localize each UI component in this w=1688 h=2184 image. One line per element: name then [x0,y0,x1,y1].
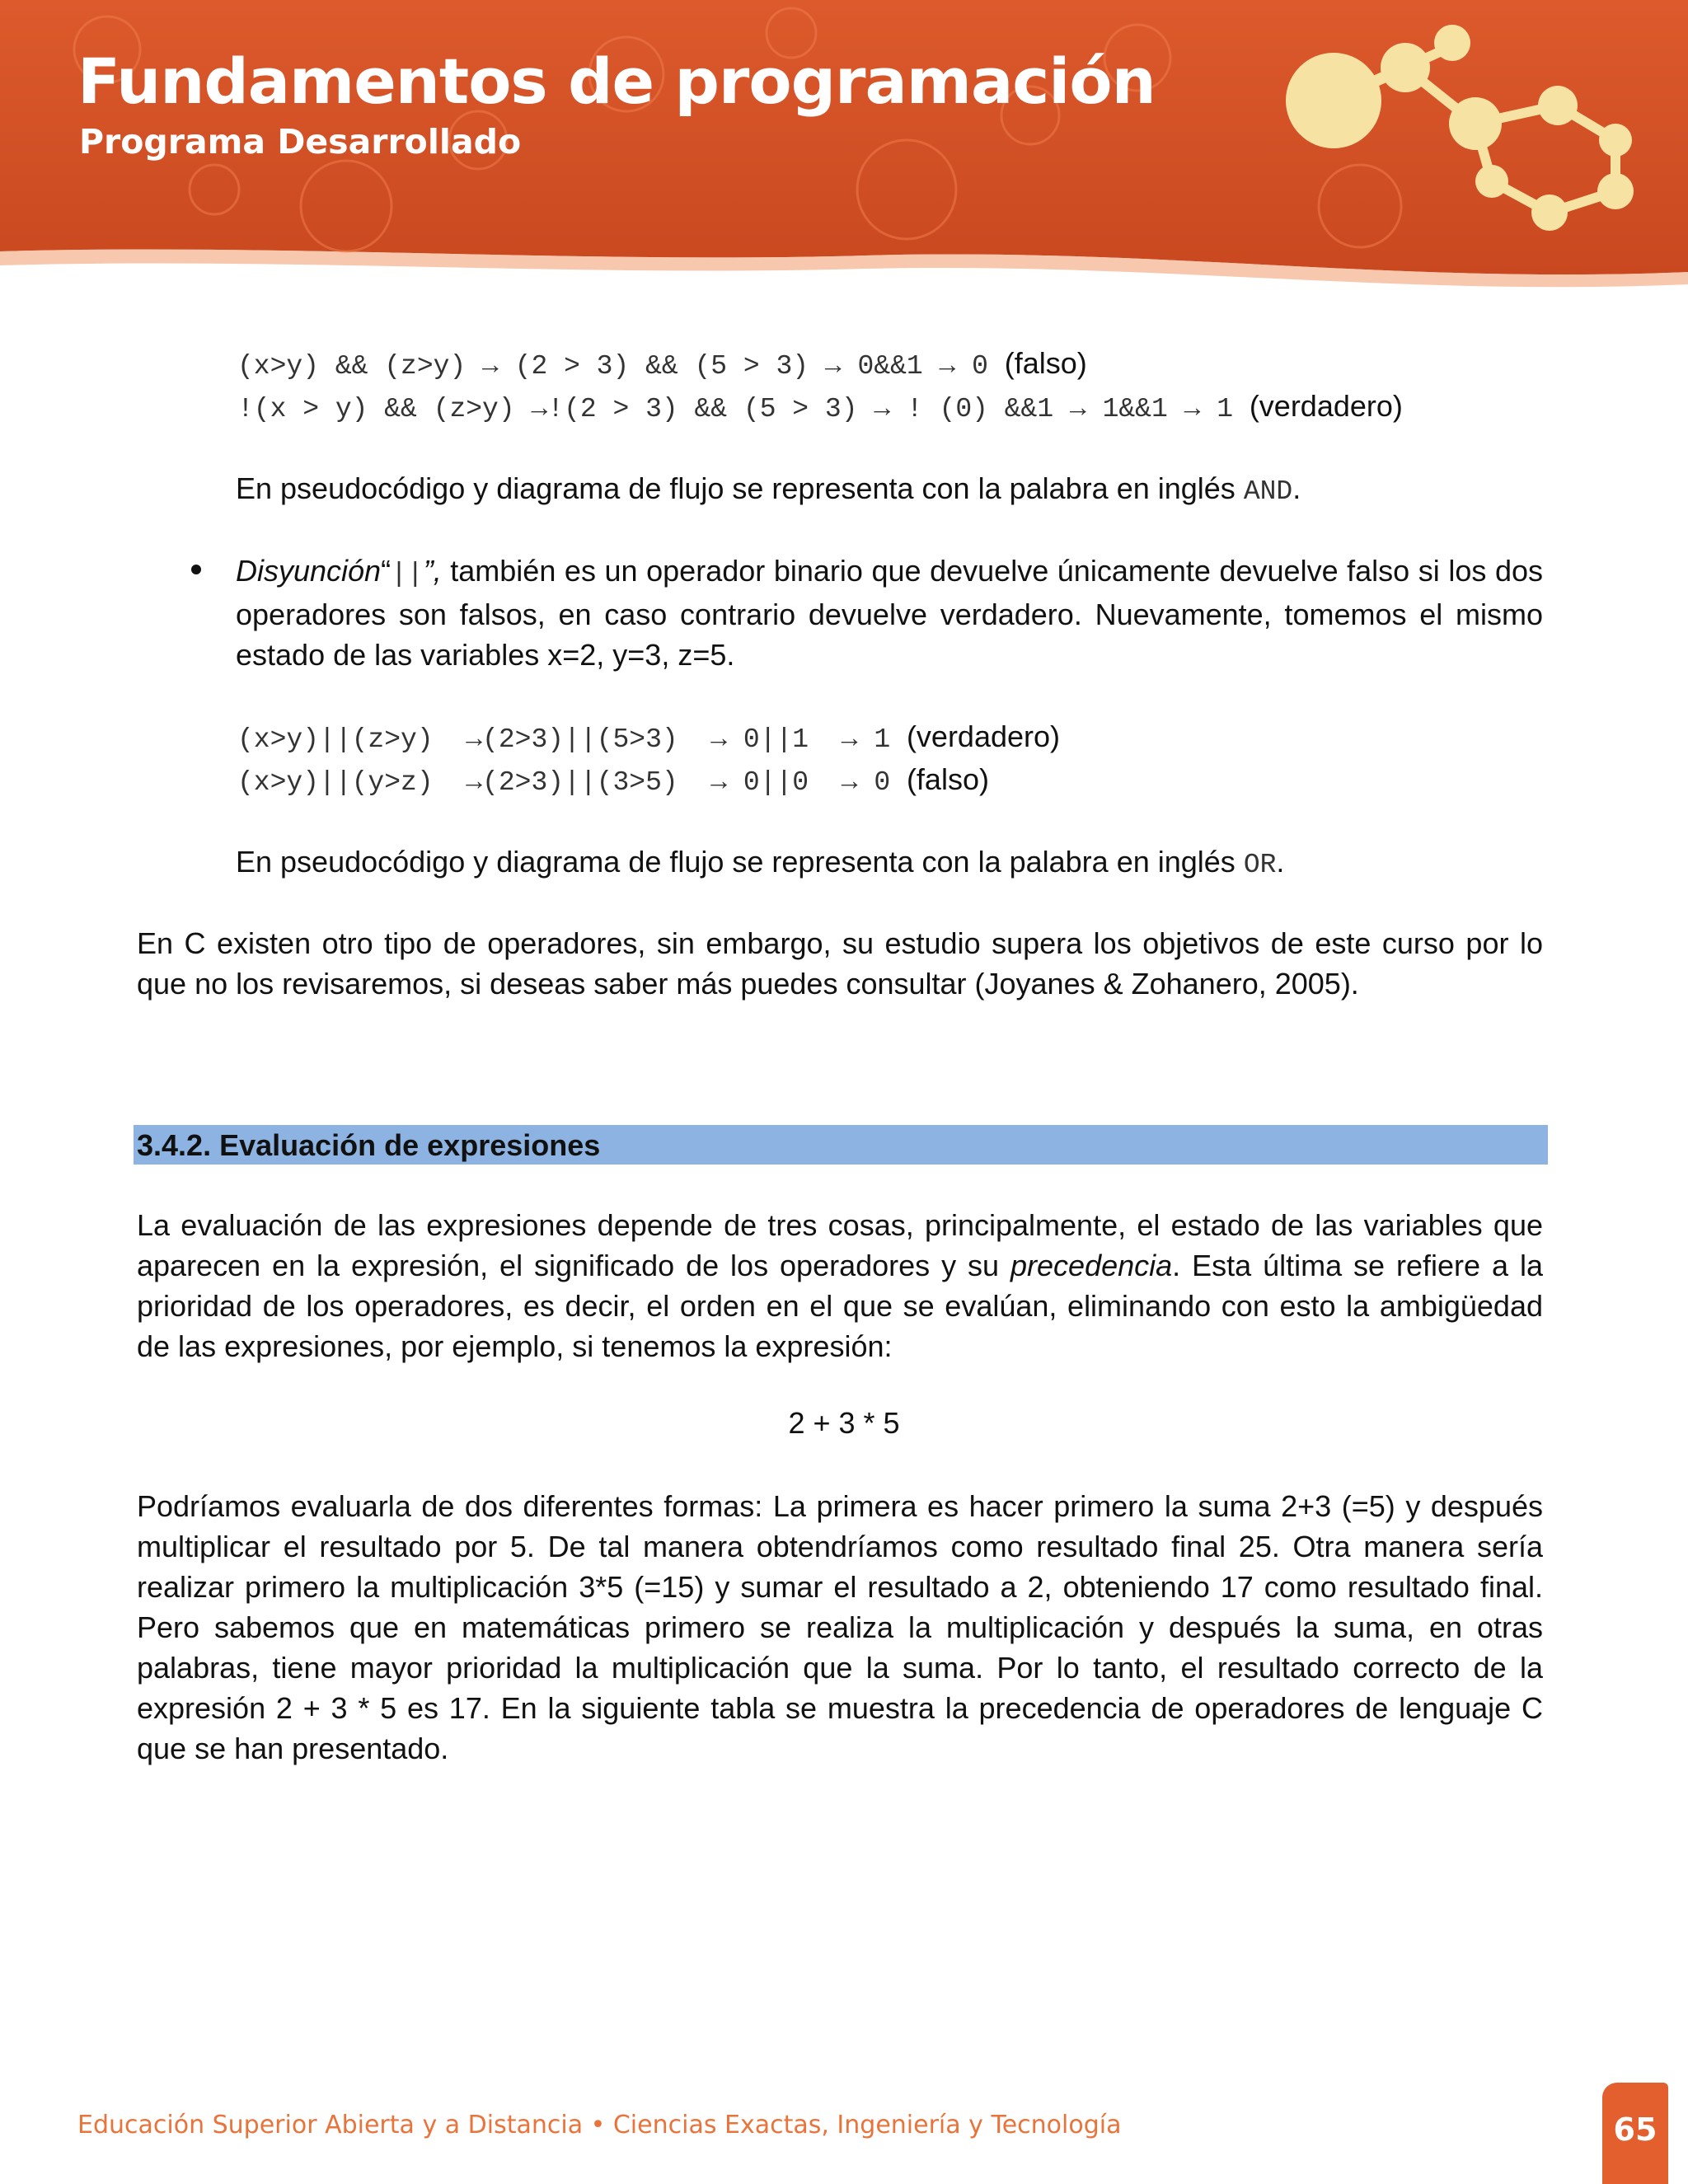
or-keyword: OR [1243,850,1277,880]
header-banner [0,0,1688,297]
and-note: En pseudocódigo y diagrama de flujo se representa con la palabra en inglés AND. [236,471,1301,507]
page-subtitle: Programa Desarrollado [79,122,522,162]
and-example-line-1: (x>y) && (z>y) → (2 > 3) && (5 > 3) → 0&&1 → 0 (falso) [237,346,1087,382]
or-operator: || [391,559,424,589]
footer-text: Educación Superior Abierta y a Distancia • Ciencias Exactas, Ingeniería y Tecnología [77,2111,1122,2139]
evaluation-paragraph-2: Podríamos evaluarla de dos diferentes formas: La primera es hacer primero la suma 2+3 (=5) y después multiplicar el resultado por 5. De tal manera obtendríamos como resultado final 25. Otra manera sería realizar primero la multiplicación 3*5 (=15) y sumar el resultado a 2, obteniendo 17 como resultado final. Pero sabemos que en matemáticas primero se realiza la multiplicación y después la suma, en otras palabras, tiene mayor prioridad la multiplicación que la suma. Por lo tanto, el resultado correcto de la expresión 2 + 3 * 5 es 17. En la siguiente tabla se muestra la precedencia de operadores de lenguaje C que se han presentado. [137,1489,1543,1765]
example-expression: 2 + 3 * 5 [788,1406,900,1440]
and-example-line-2-result: (verdadero) [1249,389,1403,423]
or-example-line-2: (x>y)||(y>z) →(2>3)||(3>5) → 0||0 → 0 (falso) [237,762,989,798]
other-operators-paragraph: En C existen otro tipo de operadores, sin embargo, su estudio supera los objetivos de este curso por lo que no los revisaremos, si deseas saber más puedes consultar (Joyanes & Zohanero, 2005). [137,926,1543,1001]
evaluation-paragraph-1: La evaluación de las expresiones depende de tres cosas, principalmente, el estado de las variables que aparecen en la expresión, el significado de los operadores y su precedencia. Esta última se refiere a la prioridad de los operadores, es decir, el orden en el que se evalúan, eliminando con esto la ambigüedad de las expresiones, por ejemplo, si tenemos la expresión: [137,1208,1543,1363]
and-keyword: AND [1243,476,1293,507]
disjunction-term: Disyunción [236,554,382,588]
or-example-line-1-result: (verdadero) [906,719,1061,753]
or-example-line-2-result: (falso) [906,762,989,796]
disjunction-paragraph: Disyunción“||”, también es un operador binario que devuelve únicamente devuelve falso si los dos operadores son falsos, en caso contrario devuelve verdadero. Nuevamente, tomemos el mismo estado de las variables x=2, y=3, z=5. [236,554,1543,672]
section-heading: 3.4.2. Evaluación de expresiones [137,1128,601,1162]
section-heading-bar [134,1125,1548,1165]
precedence-term: precedencia [1010,1249,1173,1282]
and-example-line-2: !(x > y) && (z>y) →!(2 > 3) && (5 > 3) → ! (0) &&1 → 1&&1 → 1 (verdadero) [237,389,1403,424]
page-title: Fundamentos de programación [77,45,1156,118]
or-note: En pseudocódigo y diagrama de flujo se representa con la palabra en inglés OR. [236,845,1285,880]
or-example-line-1: (x>y)||(z>y) →(2>3)||(5>3) → 0||1 → 1 (verdadero) [237,719,1061,755]
bullet-icon [191,565,201,574]
and-example-line-1-result: (falso) [1004,346,1087,380]
page-number: 65 [1613,2111,1658,2148]
